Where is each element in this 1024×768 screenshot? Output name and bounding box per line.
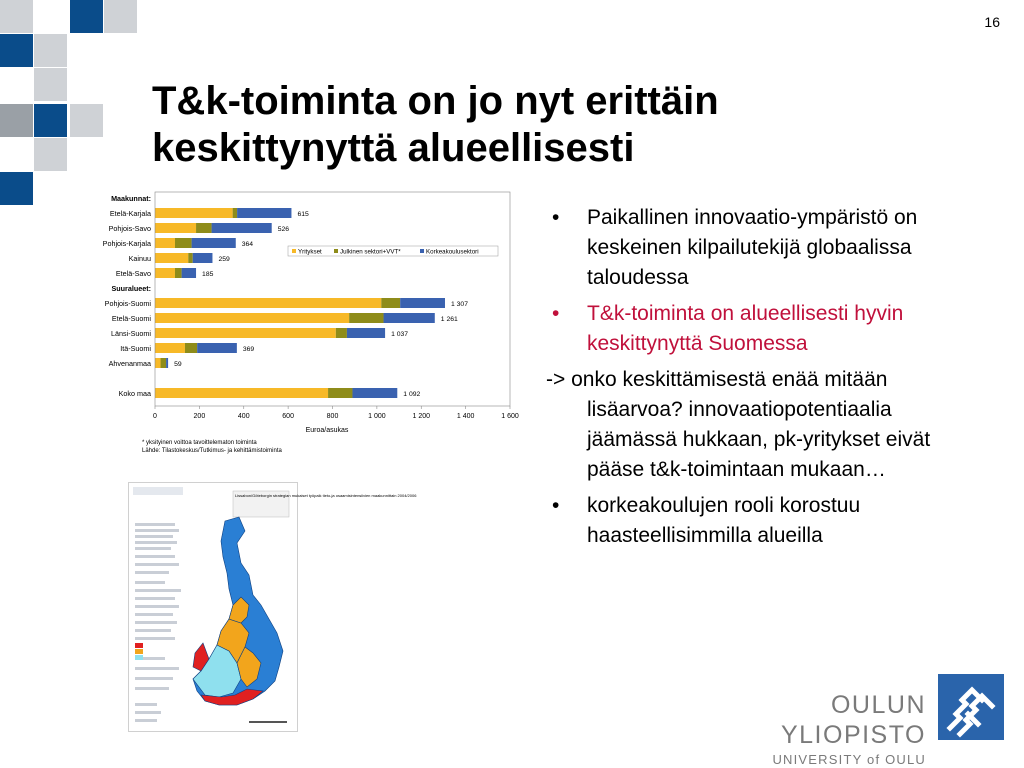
bar-total-label: 1 261 [440,316,458,323]
bullet-marker: • [552,206,560,229]
bar-total-label: 59 [174,361,182,368]
deco-square [34,34,67,67]
category-label: Maakunnat: [111,194,151,203]
legend-swatch [292,249,296,253]
deco-square [0,172,33,205]
x-tick-label: 1 200 [412,413,431,420]
category-label: Pohjois-Savo [108,224,151,233]
bar-total-label: 526 [277,226,290,233]
bullet-item [546,299,986,359]
category-label: Kainuu [128,254,151,263]
bar-segment [352,388,397,398]
category-label: Koko maa [118,389,151,398]
bar-total-label: 364 [241,241,254,248]
bar-segment [182,268,196,278]
deco-square [34,104,67,137]
bar-segment [197,343,237,353]
logo-line-2: UNIVERSITY of OULU [772,752,926,767]
bar-segment [155,268,175,278]
deco-square [0,104,33,137]
bar-segment [175,238,192,248]
x-tick-label: 1 400 [456,413,475,420]
category-label: Suuralueet: [111,284,151,293]
bar-segment [155,253,188,263]
bar-total-label: 1 092 [403,391,421,398]
deco-square [70,0,103,33]
category-label: Pohjois-Suomi [104,299,151,308]
bar-segment [155,298,381,308]
chart-legend [288,246,498,256]
category-label: Ahvenanmaa [108,359,151,368]
bullet-text: -> onko keskittämisestä enää mitään lisäarvoa? innovaatiopotentiaalia jäämässä hukkaan, pk-yritykset eivät pääse t&k-toimintaan mukaan… [546,368,931,481]
university-logo-text [690,690,926,767]
bullet-marker: • [552,494,560,517]
bar-segment [188,253,192,263]
bar-segment [155,343,185,353]
bar-total-label: 615 [297,211,309,218]
stacked-bar-chart [88,188,520,463]
bar-segment [193,253,213,263]
bar-segment [155,238,175,248]
category-label: Etelä-Karjala [109,209,151,218]
bar-segment [336,328,347,338]
bar-total-label: 1 037 [391,331,409,338]
category-label: Etelä-Suomi [111,314,151,323]
title-line-1: T&k-toiminta on jo nyt erittäin [152,79,719,123]
slide-title [152,78,852,172]
finland-regional-map-image [128,482,417,732]
bar-segment [185,343,197,353]
x-tick-label: 1 000 [368,413,386,420]
bar-segment [233,208,237,218]
bar-segment [196,223,212,233]
bar-segment [212,223,272,233]
legend-entry: Julkinen sektori+VVT* [340,248,401,256]
title-line-2: keskittynyttä alueellisesti [152,126,635,170]
deco-square [34,68,67,101]
chart-footnote: * yksityinen voittoa tavoittelematon toiminta [142,440,257,446]
x-tick-label: 200 [193,413,206,420]
bar-segment [155,223,196,233]
map-heading: Lissabon/Göteborgin strategian mukaiset työpaik tieto-ja osaamisintensiivien maakunnittain 2004/2006 [235,493,417,498]
bar-segment [349,313,383,323]
bar-segment [155,208,233,218]
bullet-text: korkeakoulujen rooli korostuu haasteellisimmilla alueilla [587,494,861,547]
map-drawing [129,483,417,731]
logo-line-1: OULUN YLIOPISTO [780,691,926,749]
bullet-item [546,203,986,293]
page-number: 16 [984,14,1000,30]
x-tick-label: 400 [237,413,250,420]
legend-entry: Korkeakoulusektori [426,248,479,256]
bar-segment [328,388,352,398]
bar-total-label: 185 [202,271,214,278]
bullet-text: T&k-toiminta on alueellisesti hyvin keskittynyttä Suomessa [587,302,904,355]
bullet-list [546,203,986,557]
legend-swatch [334,249,338,253]
bullet-marker: • [552,302,560,325]
bar-segment [155,313,349,323]
category-label: Pohjois-Karjala [102,239,151,248]
bar-segment [237,208,291,218]
bullet-text: Paikallinen innovaatio-ympäristö on keskeinen kilpailutekijä globaalissa taloudessa [587,206,918,289]
bar-segment [175,268,182,278]
university-emblem-icon [938,674,1004,740]
bar-segment [161,358,167,368]
deco-square [0,0,33,33]
bar-segment [155,328,336,338]
bar-segment [384,313,435,323]
bar-segment [381,298,400,308]
bar-total-label: 369 [242,346,255,353]
deco-square [70,104,103,137]
legend-swatch [420,249,424,253]
x-tick-label: 600 [282,413,294,420]
bar-segment [192,238,236,248]
emblem-drawing [938,674,1004,740]
deco-square [0,34,33,67]
category-label: Itä-Suomi [120,344,151,353]
bar-segment [155,358,161,368]
chart-source: Lähde: Tilastokeskus/Tutkimus- ja kehittämistoiminta [142,448,282,454]
x-tick-label: 0 [153,413,157,420]
x-tick-label: 1 600 [501,413,519,420]
bar-segment [400,298,445,308]
x-tick-label: 800 [326,413,339,420]
legend-entry: Yritykset [298,248,322,256]
deco-square [34,138,67,171]
deco-square [104,0,137,33]
x-axis-label: Euroa/asukas [305,427,349,434]
bar-total-label: 1 307 [450,301,469,308]
bullet-item [546,491,986,551]
bar-segment [155,388,328,398]
category-label: Länsi-Suomi [111,329,151,338]
bar-segment [347,328,385,338]
bar-total-label: 259 [218,256,230,263]
bullet-item [546,365,986,485]
category-label: Etelä-Savo [115,269,151,278]
bar-segment [166,358,168,368]
